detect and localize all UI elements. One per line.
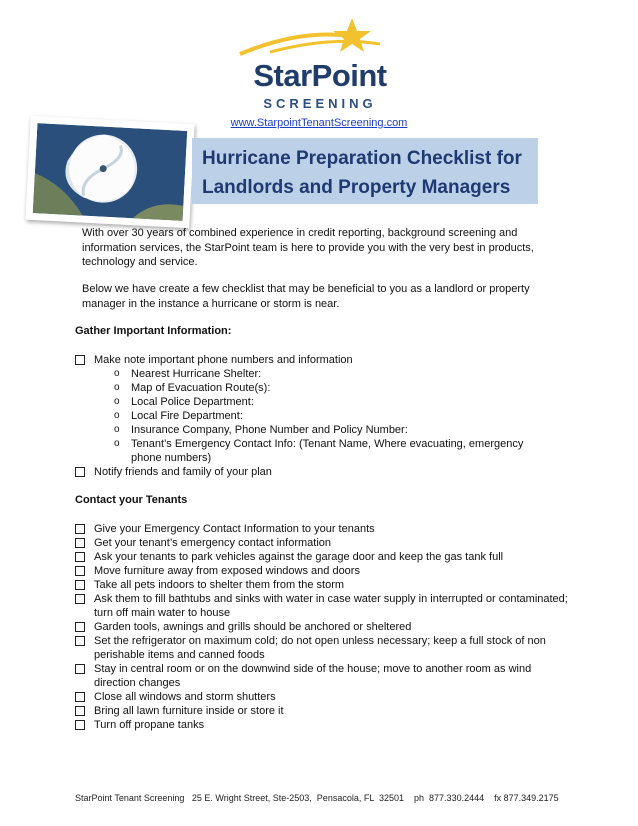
checkbox-icon[interactable]	[75, 467, 85, 477]
sub-list-item-label: Insurance Company, Phone Number and Policy Number:	[131, 424, 408, 436]
logo-subtitle: SCREENING	[263, 96, 377, 111]
checklist-item-label: Set the refrigerator on maximum cold; do not open unless necessary; keep a full stock of non perishable items and canned foods	[94, 635, 546, 661]
circle-bullet-icon: o	[114, 396, 120, 407]
intro-paragraph-1: With over 30 years of combined experience in credit reporting, background screening and information services, the StarPoint team is here to provide you with the very best in products, technology and service.	[82, 227, 534, 268]
checkbox-icon[interactable]	[75, 566, 85, 576]
checklist-item-label: Garden tools, awnings and grills should be anchored or sheltered	[94, 621, 412, 633]
intro-paragraph-2: Below we have create a few checklist that may be beneficial to you as a landlord or property manager in the instance a hurricane or storm is near.	[82, 283, 530, 310]
checkbox-icon[interactable]	[75, 355, 85, 365]
circle-bullet-icon: o	[114, 382, 120, 393]
sub-list-item-label: Local Police Department:	[131, 396, 254, 408]
circle-bullet-icon: o	[114, 368, 120, 379]
section-heading-gather: Gather Important Information:	[75, 325, 232, 337]
checklist-item-label: Take all pets indoors to shelter them from the storm	[94, 579, 345, 591]
sub-list-item-label: Local Fire Department:	[131, 410, 243, 422]
checkbox-icon[interactable]	[75, 636, 85, 646]
title-line-1: Hurricane Preparation Checklist for	[202, 148, 522, 169]
checklist-item-label: Stay in central room or on the downwind side of the house; move to another room as wind direction changes	[94, 663, 532, 689]
circle-bullet-icon: o	[114, 424, 120, 435]
checkbox-icon[interactable]	[75, 664, 85, 674]
checklist-item-label: Close all windows and storm shutters	[94, 691, 276, 703]
sub-list-item-label: Map of Evacuation Route(s):	[131, 382, 271, 394]
checkbox-icon[interactable]	[75, 580, 85, 590]
checkbox-icon[interactable]	[75, 622, 85, 632]
checkbox-icon[interactable]	[75, 552, 85, 562]
checklist-item-label: Bring all lawn furniture inside or store it	[94, 705, 284, 717]
title-banner	[192, 138, 538, 204]
sub-list-item-label: Nearest Hurricane Shelter:	[131, 368, 262, 380]
footer-contact: StarPoint Tenant Screening 25 E. Wright Street, Ste-2503, Pensacola, FL 32501 ph 877.330.2444 fx 877.349.2175	[75, 793, 559, 803]
checklist-item-label: Ask your tenants to park vehicles against the garage door and keep the gas tank full	[94, 551, 504, 563]
hurricane-photo	[25, 116, 194, 228]
checklist-item-label: Get your tenant’s emergency contact information	[94, 537, 332, 549]
page-title	[202, 144, 532, 202]
checkbox-icon[interactable]	[75, 692, 85, 702]
logo-name: StarPoint	[253, 58, 387, 93]
website-link[interactable]: www.StarpointTenantScreening.com	[230, 117, 408, 129]
checkbox-icon[interactable]	[75, 594, 85, 604]
checkbox-icon[interactable]	[75, 538, 85, 548]
checkbox-icon[interactable]	[75, 720, 85, 730]
checklist-item-label: Turn off propane tanks	[94, 719, 205, 731]
checkbox-icon[interactable]	[75, 706, 85, 716]
checklist-item-label: Notify friends and family of your plan	[94, 466, 272, 478]
title-line-2: Landlords and Property Managers	[202, 177, 511, 198]
circle-bullet-icon: o	[114, 438, 120, 449]
checkbox-icon[interactable]	[75, 524, 85, 534]
sub-list-item-label: Tenant’s Emergency Contact Info: (Tenant Name, Where evacuating, emergency phone numbers)	[131, 438, 524, 464]
starpoint-logo	[230, 14, 410, 114]
checklist-item-label: Make note important phone numbers and information	[94, 354, 353, 366]
checklist-item-label: Give your Emergency Contact Information to your tenants	[94, 523, 375, 535]
circle-bullet-icon: o	[114, 410, 120, 421]
checklist-item-label: Ask them to fill bathtubs and sinks with water in case water supply in interrupted or contaminated; turn off main water to house	[94, 593, 568, 619]
section-heading-tenants: Contact your Tenants	[75, 494, 188, 506]
checklist-item-label: Move furniture away from exposed windows and doors	[94, 565, 360, 577]
